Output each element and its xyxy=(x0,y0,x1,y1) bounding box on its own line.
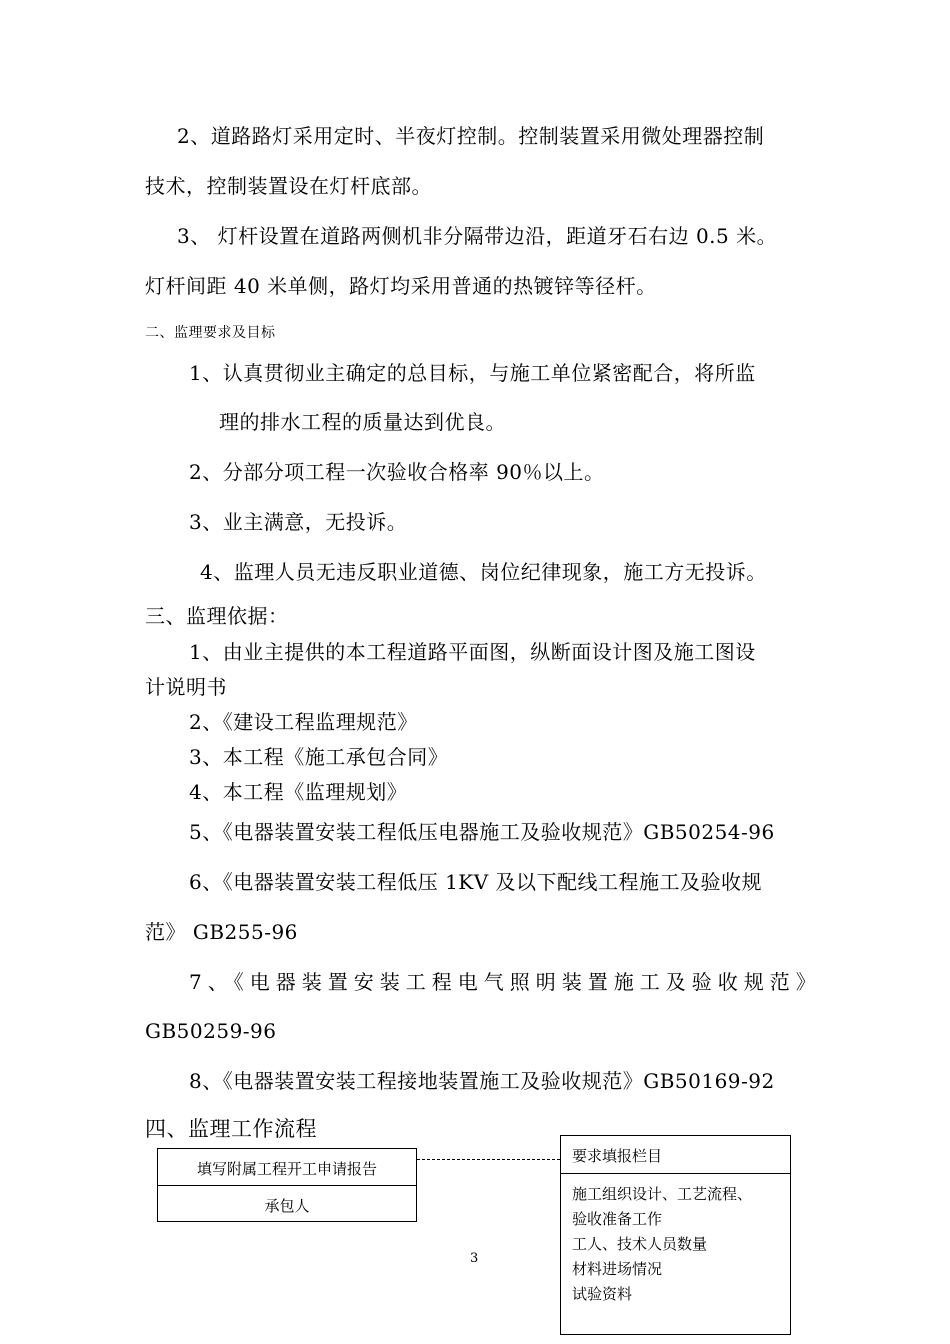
basis-item-8: 8、《电器装置安装工程接地装置施工及验收规范》GB50169-92 xyxy=(189,1069,775,1093)
flowchart-right-title: 要求填报栏目 xyxy=(572,1147,663,1165)
basis-item-2: 2、《建设工程监理规范》 xyxy=(189,710,418,734)
section-2-heading: 二、监理要求及目标 xyxy=(145,325,276,341)
flowchart-connector xyxy=(417,1159,560,1160)
flowchart-left-divider xyxy=(158,1185,416,1186)
section-3-heading: 三、监理依据： xyxy=(145,604,289,628)
goal-item-2: 2、分部分项工程一次验收合格率 90％以上。 xyxy=(189,460,605,484)
paragraph-2-line-1: 2、道路路灯采用定时、半夜灯控制。控制装置采用微处理器控制 xyxy=(177,124,765,148)
flowchart-right-item: 验收准备工作 xyxy=(572,1210,663,1228)
basis-item-1-line-2: 计说明书 xyxy=(145,675,227,699)
basis-item-6-line-1: 6、《电器装置安装工程低压 1KV 及以下配线工程施工及验收规 xyxy=(189,870,763,894)
flowchart-left-title: 填写附属工程开工申请报告 xyxy=(196,1160,377,1178)
flowchart-right-item: 工人、技术人员数量 xyxy=(572,1235,708,1253)
basis-item-7-line-1: 7、《电器装置安装工程电气照明装置施工及验收规范》 xyxy=(189,970,822,994)
flowchart-left-role: 承包人 xyxy=(264,1197,310,1215)
flowchart-right-divider xyxy=(561,1173,790,1174)
flowchart-right-item: 材料进场情况 xyxy=(572,1260,663,1278)
page-number: 3 xyxy=(470,1251,479,1266)
basis-item-6-line-2: 范》 GB255-96 xyxy=(145,920,298,944)
goal-item-1-line-1: 1、认真贯彻业主确定的总目标，与施工单位紧密配合，将所监 xyxy=(189,361,756,385)
basis-item-5: 5、《电器装置安装工程低压电器施工及验收规范》GB50254-96 xyxy=(189,820,775,844)
section-4-heading: 四、监理工作流程 xyxy=(145,1117,317,1141)
paragraph-3-line-2: 灯杆间距 40 米单侧，路灯均采用普通的热镀锌等径杆。 xyxy=(145,274,657,298)
basis-item-7-line-2: GB50259-96 xyxy=(145,1019,277,1043)
flowchart-right-item: 试验资料 xyxy=(572,1285,633,1303)
basis-item-4: 4、本工程《监理规划》 xyxy=(189,780,408,804)
goal-item-1-line-2: 理的排水工程的质量达到优良。 xyxy=(219,410,506,434)
paragraph-3-line-1: 3、 灯杆设置在道路两侧机非分隔带边沿，距道牙石右边 0.5 米。 xyxy=(177,224,778,248)
basis-item-3: 3、本工程《施工承包合同》 xyxy=(189,745,449,769)
basis-item-1-line-1: 1、由业主提供的本工程道路平面图，纵断面设计图及施工图设 xyxy=(189,640,756,664)
paragraph-2-line-2: 技术，控制装置设在灯杆底部。 xyxy=(145,174,432,198)
goal-item-4: 4、监理人员无违反职业道德、岗位纪律现象，施工方无投诉。 xyxy=(200,560,767,584)
goal-item-3: 3、业主满意，无投诉。 xyxy=(189,510,408,534)
flowchart-right-item: 施工组织设计、工艺流程、 xyxy=(572,1185,753,1203)
